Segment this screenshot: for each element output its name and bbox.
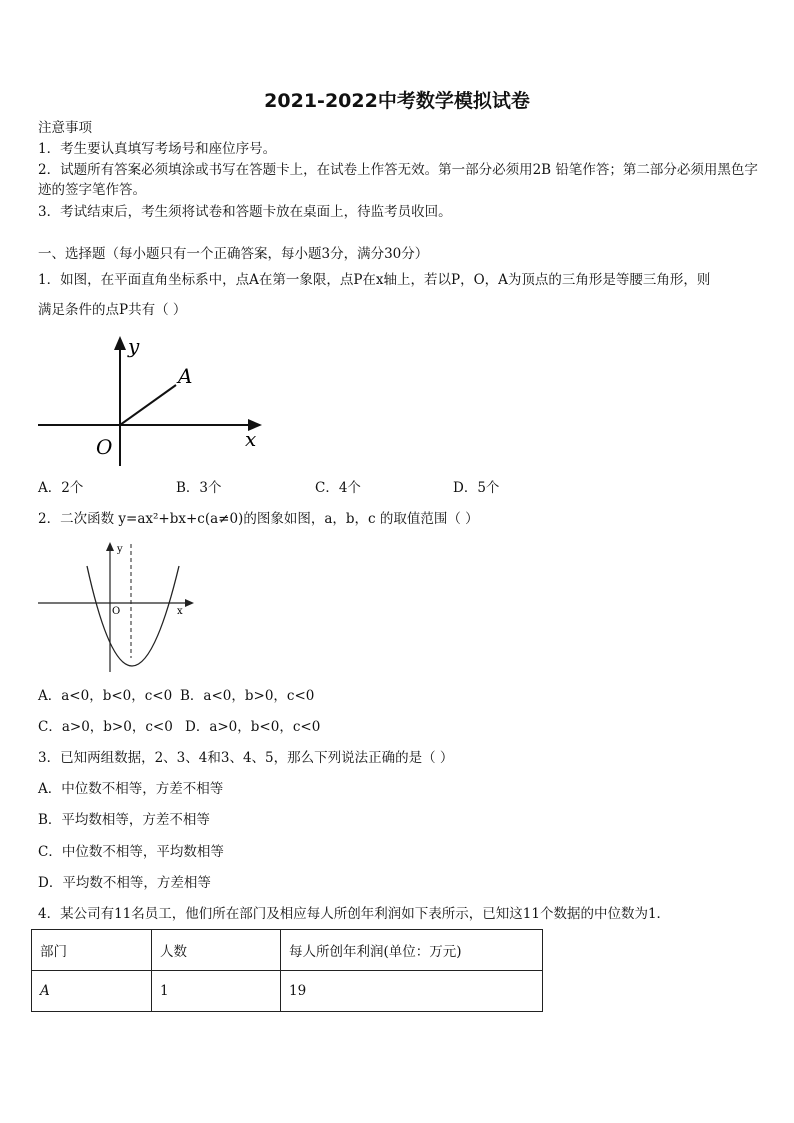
q3-option-d: D．平均数不相等，方差相等 — [38, 875, 211, 891]
q1-origin-label: O — [96, 435, 113, 459]
section-heading: 一、选择题（每小题只有一个正确答案，每小题3分，满分30分） — [38, 246, 429, 262]
q3-stem: 3．已知两组数据，2、3、4和3、4、5，那么下列说法正确的是（ ） — [38, 750, 454, 766]
q2-option-d: D．a>0，b<0，c<0 — [185, 719, 321, 735]
table-header-cell: 每人所创年利润(单位：万元) — [281, 930, 543, 971]
table-cell: 19 — [281, 971, 543, 1012]
table-header-cell: 人数 — [152, 930, 281, 971]
q1-x-label: x — [245, 427, 257, 451]
q2-x-arrow-icon — [185, 599, 194, 607]
q2-option-a: A．a<0，b<0，c<0 — [38, 688, 173, 704]
q1-point-A-label: A — [178, 364, 193, 388]
q2-y-arrow-icon — [106, 542, 114, 551]
q2-option-b: B．a<0，b>0，c<0 — [180, 688, 315, 704]
q1-option-b: B．3个 — [176, 480, 222, 496]
q1-coordinate-figure — [30, 328, 270, 473]
q1-stem-line2: 满足条件的点P共有（ ） — [38, 302, 187, 318]
q1-option-d: D．5个 — [453, 480, 500, 496]
q3-option-a: A．中位数不相等，方差不相等 — [38, 781, 224, 797]
q1-y-label: y — [128, 334, 140, 358]
q2-y-label: y — [117, 544, 123, 555]
q2-option-c: C．a>0，b>0，c<0 — [38, 719, 173, 735]
q1-y-arrow-icon — [114, 336, 126, 350]
q3-option-c: C．中位数不相等，平均数相等 — [38, 844, 224, 860]
q1-stem-line1: 1．如图，在平面直角坐标系中，点A在第一象限，点P在x轴上，若以P，O，A为顶点的三角形是等腰三角形，则 — [38, 272, 711, 288]
table-header-cell: 部门 — [32, 930, 152, 971]
q2-x-label: x — [177, 606, 183, 617]
q1-option-c: C．4个 — [315, 480, 361, 496]
notice-heading: 注意事项 — [38, 120, 92, 136]
table-header-row — [32, 930, 543, 971]
table-cell: 1 — [152, 971, 281, 1012]
q3-option-b: B．平均数相等，方差不相等 — [38, 812, 210, 828]
page-title: 2021-2022中考数学模拟试卷 — [264, 90, 530, 112]
notice-item-3: 3．考试结束后，考生须将试卷和答题卡放在桌面上，待监考员收回。 — [38, 204, 452, 220]
notice-item-2: 2．试题所有答案必须填涂或书写在答题卡上，在试卷上作答无效。第一部分必须用2B 铅笔作答；第二部分必须用黑色字迹的签字笔作答。 — [38, 162, 758, 198]
q2-parabola-curve — [87, 566, 179, 666]
q1-segment-OA — [120, 385, 176, 425]
q2-origin-label: O — [112, 606, 121, 617]
table-row — [32, 971, 543, 1012]
table-cell: A — [32, 971, 152, 1012]
notice-item-1: 1．考生要认真填写考场号和座位序号。 — [38, 141, 277, 157]
q1-option-a: A．2个 — [38, 480, 84, 496]
q4-stem: 4．某公司有11名员工，他们所在部门及相应每人所创年利润如下表所示，已知这11个数据的中位数为1． — [38, 906, 671, 922]
q2-parabola-figure — [30, 536, 200, 676]
q4-profit-table — [31, 929, 543, 1012]
q2-stem: 2．二次函数 y=ax²+bx+c(a≠0)的图象如图，a，b，c 的取值范围（ ） — [38, 511, 479, 527]
